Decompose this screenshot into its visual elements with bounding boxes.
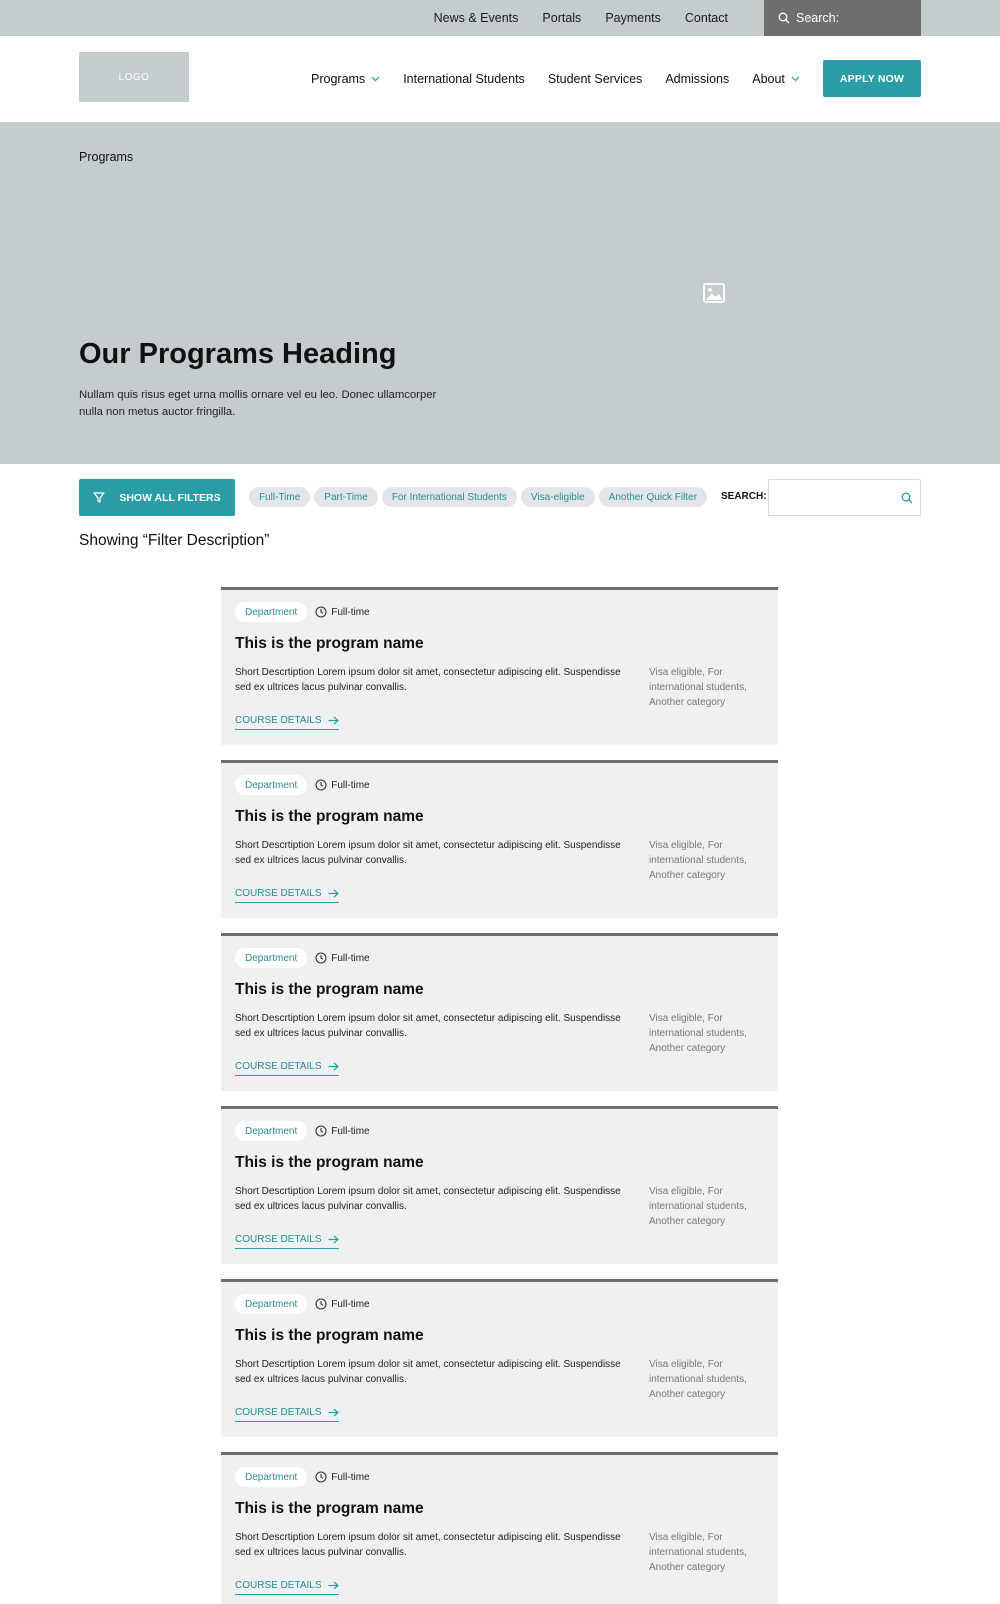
search-icon[interactable] xyxy=(901,492,913,504)
clock-icon xyxy=(315,779,327,791)
clock-icon xyxy=(315,606,327,618)
program-description: Short Descrtiption Lorem ipsum dolor sit amet, consectetur adipiscing elit. Suspendisse sed ex ultrices lacus pulvinar convallis. xyxy=(235,667,621,693)
card-tags xyxy=(235,1294,370,1314)
filter-icon xyxy=(93,492,105,503)
show-all-filters-button[interactable] xyxy=(79,479,235,516)
nav-item-international-students[interactable] xyxy=(403,72,525,86)
program-name[interactable]: This is the program name xyxy=(235,1327,424,1344)
utility-search-label: Search: xyxy=(796,11,840,25)
chevron-down-icon xyxy=(371,76,380,82)
search-input[interactable] xyxy=(769,480,889,515)
program-name[interactable]: This is the program name xyxy=(235,981,424,998)
course-details-link[interactable] xyxy=(235,1061,339,1076)
program-card xyxy=(221,1106,778,1264)
nav-items xyxy=(311,36,800,122)
apply-now-button[interactable]: APPLY NOW xyxy=(823,60,921,97)
time-tag xyxy=(315,779,369,791)
program-name[interactable]: This is the program name xyxy=(235,808,424,825)
quick-filter-international[interactable]: For International Students xyxy=(382,487,517,507)
course-details-label: COURSE DETAILS xyxy=(235,888,322,899)
course-details-label: COURSE DETAILS xyxy=(235,715,322,726)
card-tags xyxy=(235,602,370,622)
utility-link-payments[interactable]: Payments xyxy=(605,11,661,25)
course-details-label: COURSE DETAILS xyxy=(235,1061,322,1072)
program-categories: Visa eligible, For international students, Another category xyxy=(649,840,747,881)
nav-item-label: International Students xyxy=(403,72,525,86)
nav-item-programs[interactable] xyxy=(311,72,380,86)
program-categories: Visa eligible, For international students, Another category xyxy=(649,1186,747,1227)
course-details-link[interactable] xyxy=(235,1234,339,1249)
course-details-link[interactable] xyxy=(235,1580,339,1595)
arrow-right-icon xyxy=(328,1235,339,1244)
time-tag xyxy=(315,952,369,964)
program-name[interactable]: This is the program name xyxy=(235,1500,424,1517)
card-tags xyxy=(235,1467,370,1487)
arrow-right-icon xyxy=(328,1408,339,1417)
program-name[interactable]: This is the program name xyxy=(235,635,424,652)
time-label: Full-time xyxy=(331,1298,370,1310)
quick-filter-visa-eligible[interactable]: Visa-eligible xyxy=(521,487,595,507)
program-name[interactable]: This is the program name xyxy=(235,1154,424,1171)
department-badge: Department xyxy=(235,1121,307,1141)
page-title: Our Programs Heading xyxy=(79,338,397,370)
show-all-filters-label: SHOW ALL FILTERS xyxy=(119,491,221,504)
nav-item-label: Student Services xyxy=(547,72,643,86)
department-badge: Department xyxy=(235,948,307,968)
course-details-link[interactable] xyxy=(235,1407,339,1422)
time-label: Full-time xyxy=(331,1125,370,1137)
quick-filter-part-time[interactable]: Part-Time xyxy=(314,487,378,507)
logo-text: LOGO xyxy=(118,71,150,83)
clock-icon xyxy=(315,1471,327,1483)
course-details-label: COURSE DETAILS xyxy=(235,1580,322,1591)
department-badge: Department xyxy=(235,602,307,622)
time-tag xyxy=(315,1125,369,1137)
nav-item-student-services[interactable] xyxy=(548,72,643,86)
department-badge: Department xyxy=(235,775,307,795)
program-description: Short Descrtiption Lorem ipsum dolor sit amet, consectetur adipiscing elit. Suspendisse sed ex ultrices lacus pulvinar convallis. xyxy=(235,1186,621,1212)
card-tags xyxy=(235,775,370,795)
time-label: Full-time xyxy=(331,1471,370,1483)
utility-link-news-events[interactable]: News & Events xyxy=(433,11,519,25)
nav-item-about[interactable] xyxy=(752,72,800,86)
quick-filters xyxy=(249,487,707,507)
course-details-label: COURSE DETAILS xyxy=(235,1407,322,1418)
arrow-right-icon xyxy=(328,1062,339,1071)
course-details-label: COURSE DETAILS xyxy=(235,1234,322,1245)
quick-filter-another[interactable]: Another Quick Filter xyxy=(599,487,707,507)
course-details-link[interactable] xyxy=(235,888,339,903)
program-card xyxy=(221,933,778,1091)
program-description: Short Descrtiption Lorem ipsum dolor sit amet, consectetur adipiscing elit. Suspendisse sed ex ultrices lacus pulvinar convallis. xyxy=(235,1359,621,1385)
program-description: Short Descrtiption Lorem ipsum dolor sit amet, consectetur adipiscing elit. Suspendisse sed ex ultrices lacus pulvinar convallis. xyxy=(235,1532,621,1558)
search-label: SEARCH: xyxy=(721,491,767,502)
program-search xyxy=(768,479,921,516)
utility-search[interactable] xyxy=(764,0,921,36)
hero-description: Nullam quis risus eget urna mollis ornare vel eu leo. Donec ullamcorper nulla non metus auctor fringilla. xyxy=(79,389,437,418)
utility-bar xyxy=(0,0,1000,36)
time-tag xyxy=(315,1298,369,1310)
nav-item-label: Programs xyxy=(311,72,366,86)
arrow-right-icon xyxy=(328,1581,339,1590)
arrow-right-icon xyxy=(328,889,339,898)
card-tags xyxy=(235,1121,370,1141)
card-tags xyxy=(235,948,370,968)
chevron-down-icon xyxy=(791,76,800,82)
program-card xyxy=(221,1452,778,1604)
program-card xyxy=(221,1279,778,1437)
clock-icon xyxy=(315,1298,327,1310)
department-badge: Department xyxy=(235,1467,307,1487)
program-categories: Visa eligible, For international students, Another category xyxy=(649,667,747,708)
program-description: Short Descrtiption Lorem ipsum dolor sit amet, consectetur adipiscing elit. Suspendisse sed ex ultrices lacus pulvinar convallis. xyxy=(235,1013,621,1039)
utility-link-contact[interactable]: Contact xyxy=(684,11,728,25)
arrow-right-icon xyxy=(328,716,339,725)
time-tag xyxy=(315,606,369,618)
showing-filter-description: Showing “Filter Description” xyxy=(79,532,270,549)
program-categories: Visa eligible, For international students, Another category xyxy=(649,1532,747,1573)
program-description: Short Descrtiption Lorem ipsum dolor sit amet, consectetur adipiscing elit. Suspendisse sed ex ultrices lacus pulvinar convallis. xyxy=(235,840,621,866)
utility-links xyxy=(434,0,728,36)
course-details-link[interactable] xyxy=(235,715,339,730)
program-card xyxy=(221,587,778,745)
breadcrumb[interactable]: Programs xyxy=(79,150,134,164)
hero xyxy=(0,122,1000,464)
program-categories: Visa eligible, For international students, Another category xyxy=(649,1359,747,1400)
utility-link-portals[interactable]: Portals xyxy=(542,11,582,25)
image-icon xyxy=(703,283,725,303)
nav-item-label: Admissions xyxy=(665,72,730,86)
time-label: Full-time xyxy=(331,606,370,618)
program-card xyxy=(221,760,778,918)
time-label: Full-time xyxy=(331,952,370,964)
nav-item-label: About xyxy=(752,72,785,86)
clock-icon xyxy=(315,952,327,964)
department-badge: Department xyxy=(235,1294,307,1314)
time-label: Full-time xyxy=(331,779,370,791)
program-categories: Visa eligible, For international students, Another category xyxy=(649,1013,747,1054)
search-icon xyxy=(778,12,790,24)
program-list xyxy=(221,587,778,1604)
nav-item-admissions[interactable] xyxy=(665,72,729,86)
logo[interactable] xyxy=(79,52,189,102)
clock-icon xyxy=(315,1125,327,1137)
quick-filter-full-time[interactable]: Full-Time xyxy=(249,487,310,507)
time-tag xyxy=(315,1471,369,1483)
main-nav xyxy=(0,36,1000,122)
